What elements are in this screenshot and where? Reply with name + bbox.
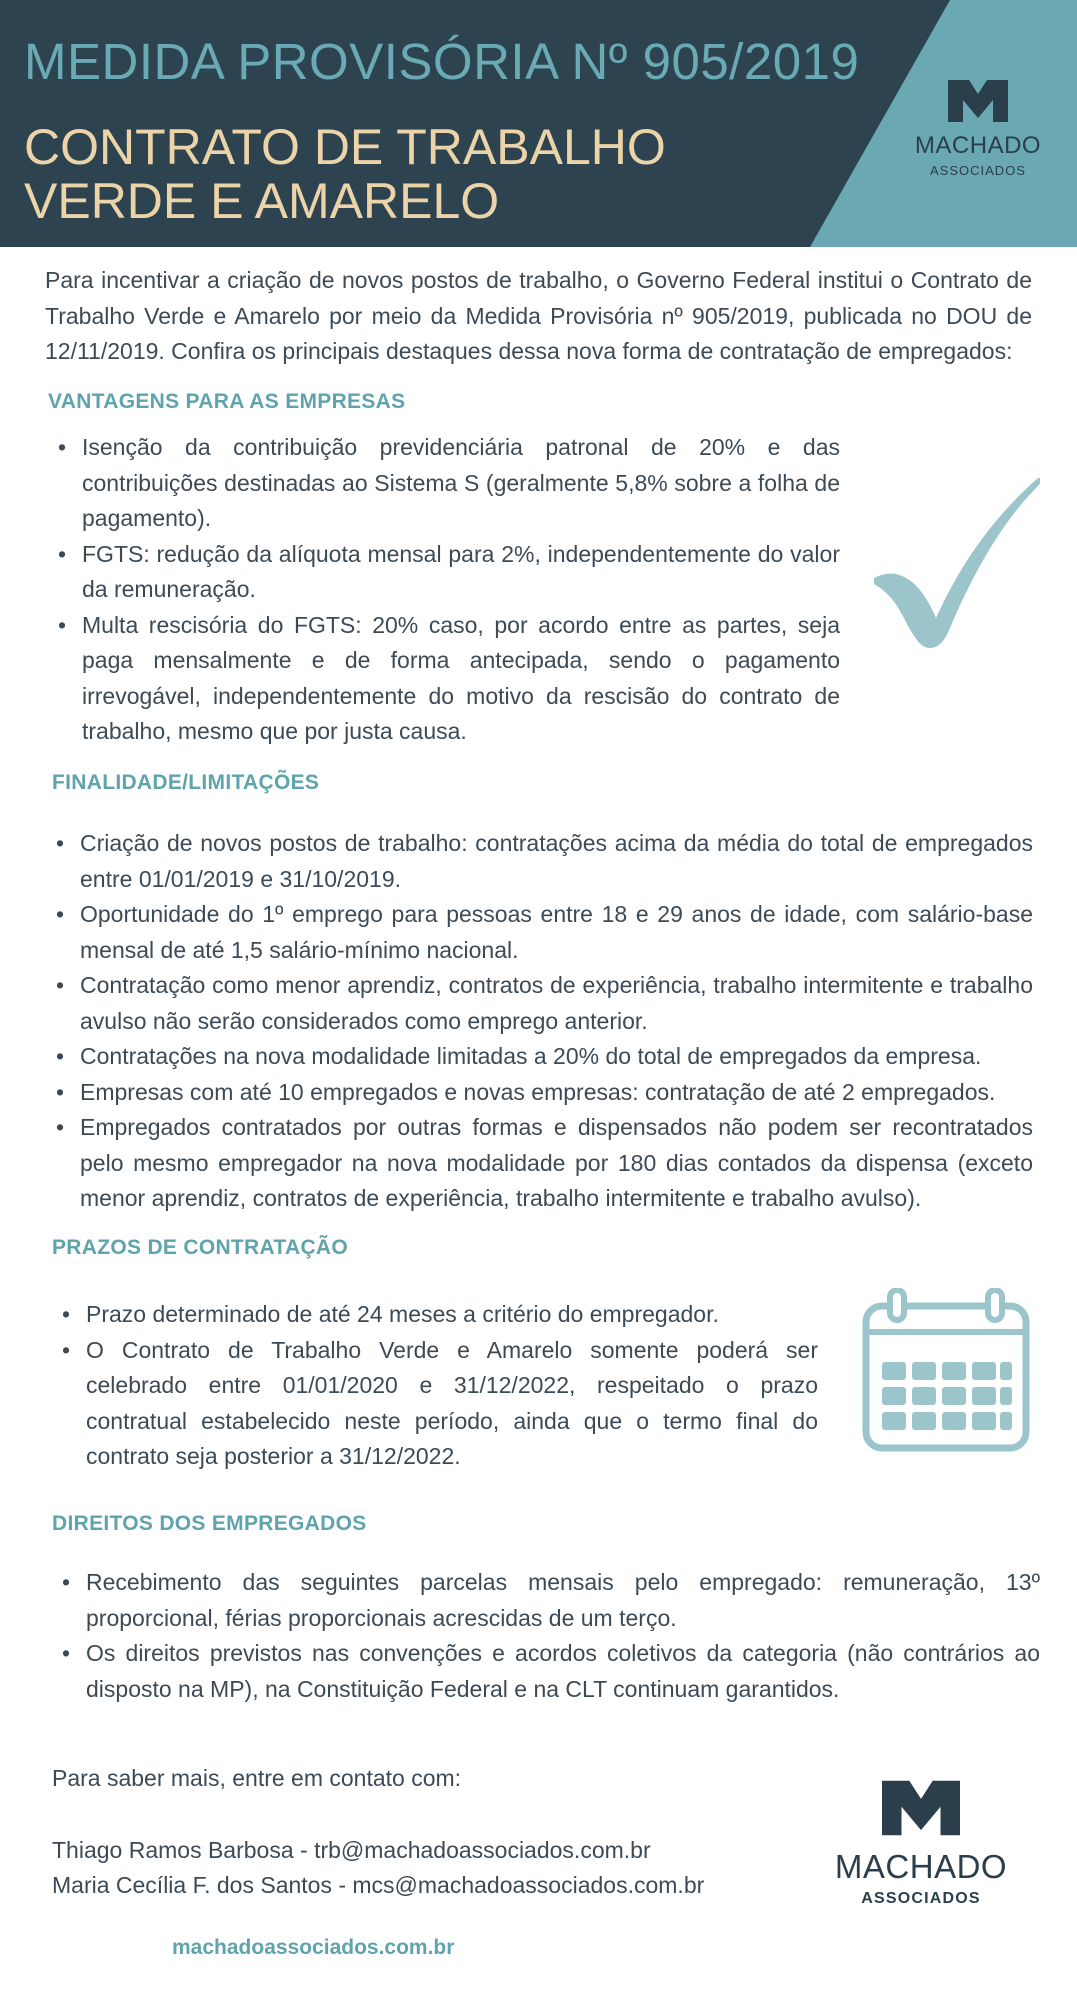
checkmark-icon [870,478,1040,658]
logo-name: MACHADO [834,1848,1008,1885]
list-item: • Prazo determinado de até 24 meses a critério do empregador. [56,1297,818,1333]
document-subtitle [24,120,666,228]
subtitle-line-2: VERDE E AMARELO [24,173,500,229]
list-item: • Recebimento das seguintes parcelas mensais pelo empregado: remuneração, 13º proporcional, férias proporcionais acrescidas de um terço. [56,1565,1040,1636]
list-prazos [56,1297,818,1475]
machado-logo-icon [882,1780,960,1836]
list-direitos [56,1565,1040,1707]
list-item: • Empregados contratados por outras formas e dispensados não podem ser recontratados pelo mesmo empregador na nova modalidade por 180 dias contados da dispensa (exceto menor aprendiz, contratos de experiência, trabalho intermitente e trabalho avulso). [50,1110,1033,1217]
list-item: • O Contrato de Trabalho Verde e Amarelo somente poderá ser celebrado entre 01/01/2020 e 31/12/2022, respeitado o prazo contratual estabelecido neste período, ainda que o termo final do contrato seja posterior a 31/12/2022. [56,1333,818,1475]
subtitle-line-1: CONTRATO DE TRABALHO [24,119,666,175]
list-item: • Contratação como menor aprendiz, contratos de experiência, trabalho intermitente e trabalho avulso não serão considerados como emprego anterior. [50,968,1033,1039]
list-item: • Isenção da contribuição previdenciária patronal de 20% e das contribuições destinadas ao Sistema S (geralmente 5,8% sobre a folha de pagamento). [52,430,840,537]
list-item: • Oportunidade do 1º emprego para pessoas entre 18 e 29 anos de idade, com salário-base mensal de até 1,5 salário-mínimo nacional. [50,897,1033,968]
section-heading-prazos: PRAZOS DE CONTRATAÇÃO [52,1236,349,1259]
calendar-icon [862,1288,1030,1452]
list-item: • Multa rescisória do FGTS: 20% caso, por acordo entre as partes, seja paga mensalmente e de forma antecipada, sendo o pagamento irrevogável, independentemente do motivo da rescisão do contrato de trabalho, mesmo que por justa causa. [52,608,840,750]
section-heading-direitos: DIREITOS DOS EMPREGADOS [52,1512,367,1535]
intro-paragraph: Para incentivar a criação de novos postos de trabalho, o Governo Federal institui o Contrato de Trabalho Verde e Amarelo por meio da Medida Provisória nº 905/2019, publicada no DOU de 12/11/2019. Confira os principais destaques dessa nova forma de contratação de empregados: [45,267,1032,364]
logo-name: MACHADO [914,132,1042,159]
header-logo [908,80,1048,178]
list-vantagens [52,430,840,750]
list-item: • Criação de novos postos de trabalho: contratações acima da média do total de empregados entre 01/01/2019 e 31/10/2019. [50,826,1033,897]
section-heading-finalidade: FINALIDADE/LIMITAÇÕES [52,771,320,794]
list-item: • Os direitos previstos nas convenções e acordos coletivos da categoria (não contrários ao disposto na MP), na Constituição Federal e na CLT continuam garantidos. [56,1636,1040,1707]
header-banner [0,0,1077,247]
footer-logo [826,1780,1016,1908]
logo-subtitle: ASSOCIADOS [930,163,1026,178]
contact-person-2: Maria Cecília F. dos Santos - mcs@machadoassociados.com.br [52,1872,705,1898]
list-item: • FGTS: redução da alíquota mensal para 2%, independentemente do valor da remuneração. [52,537,840,608]
contact-intro: Para saber mais, entre em contato com: [52,1765,462,1791]
website-link[interactable]: machadoassociados.com.br [172,1936,455,1959]
section-heading-vantagens: VANTAGENS PARA AS EMPRESAS [48,390,406,413]
list-finalidade [50,826,1033,1217]
contact-person-1: Thiago Ramos Barbosa - trb@machadoassociados.com.br [52,1837,651,1863]
list-item: • Contratações na nova modalidade limitadas a 20% do total de empregados da empresa. [50,1039,1033,1075]
machado-logo-icon [948,80,1008,122]
list-item: • Empresas com até 10 empregados e novas empresas: contratação de até 2 empregados. [50,1075,1033,1111]
document-title: MEDIDA PROVISÓRIA Nº 905/2019 [24,33,860,90]
logo-subtitle: ASSOCIADOS [861,1890,981,1907]
